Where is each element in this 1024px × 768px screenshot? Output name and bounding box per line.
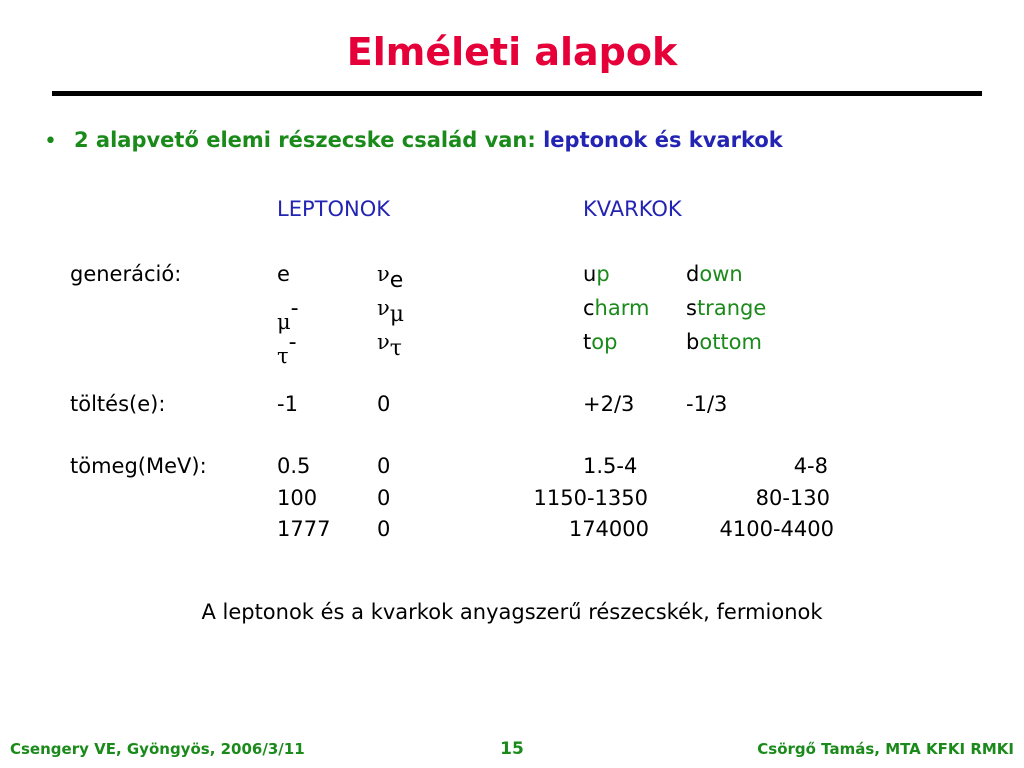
page-number: 15: [500, 739, 524, 759]
neutrino-mass: 0: [377, 454, 391, 478]
quarks-header: KVARKOK: [583, 197, 682, 221]
neutrino-gen3: $\nu_\tau$: [377, 330, 402, 361]
down-quark-mass: 4-8: [793, 454, 828, 478]
neutrino-mass: 0: [377, 517, 391, 541]
footer-author: Csörgő Tamás, MTA KFKI RMKI: [757, 740, 1014, 758]
up-quark-mass: 1.5-4: [583, 454, 638, 478]
down-quark-mass: 80-130: [755, 486, 830, 510]
up-quark-mass: 174000: [568, 517, 649, 541]
down-quark-charge: -1/3: [686, 392, 728, 416]
neutrino-mass: 0: [377, 486, 391, 510]
generation-label: generáció:: [70, 262, 182, 286]
lepton-mass: 100: [277, 486, 318, 510]
lepton-mass: 0.5: [277, 454, 311, 478]
bullet-lead: 2 alapvető elemi részecske család van:: [74, 128, 544, 152]
lepton-gen2: μ-: [277, 296, 299, 334]
up-quark-charge: +2/3: [583, 392, 635, 416]
bullet-highlight: leptonok és kvarkok: [543, 128, 783, 152]
title-divider: [52, 91, 982, 96]
lepton-gen1: e: [277, 262, 290, 286]
down-quark-gen3: bottom: [686, 330, 762, 354]
up-quark-gen1: up: [583, 262, 610, 286]
up-quark-gen3: top: [583, 330, 618, 354]
bullet-text: [74, 128, 783, 152]
down-quark-gen1: down: [686, 262, 743, 286]
up-quark-gen2: charm: [583, 296, 650, 320]
leptons-header: LEPTONOK: [277, 197, 390, 221]
neutrino-gen1: $\nu_e$: [377, 262, 404, 293]
up-quark-mass: 1150-1350: [533, 486, 648, 510]
neutrino-gen2: $\nu_\mu$: [377, 296, 405, 327]
footer-event: Csengery VE, Gyöngyös, 2006/3/11: [10, 740, 305, 758]
lepton-charge: -1: [277, 392, 298, 416]
mass-label: tömeg(MeV):: [70, 454, 207, 478]
charge-label: töltés(e):: [70, 392, 166, 416]
down-quark-mass: 4100-4400: [719, 517, 834, 541]
neutrino-charge: 0: [377, 392, 391, 416]
down-quark-gen2: strange: [686, 296, 767, 320]
slide-title: Elméleti alapok: [346, 30, 678, 74]
lepton-mass: 1777: [277, 517, 331, 541]
lepton-gen3: τ-: [277, 330, 297, 368]
bullet-marker: •: [44, 129, 57, 154]
conclusion-text: A leptonok és a kvarkok anyagszerű részecskék, fermionok: [201, 600, 823, 624]
